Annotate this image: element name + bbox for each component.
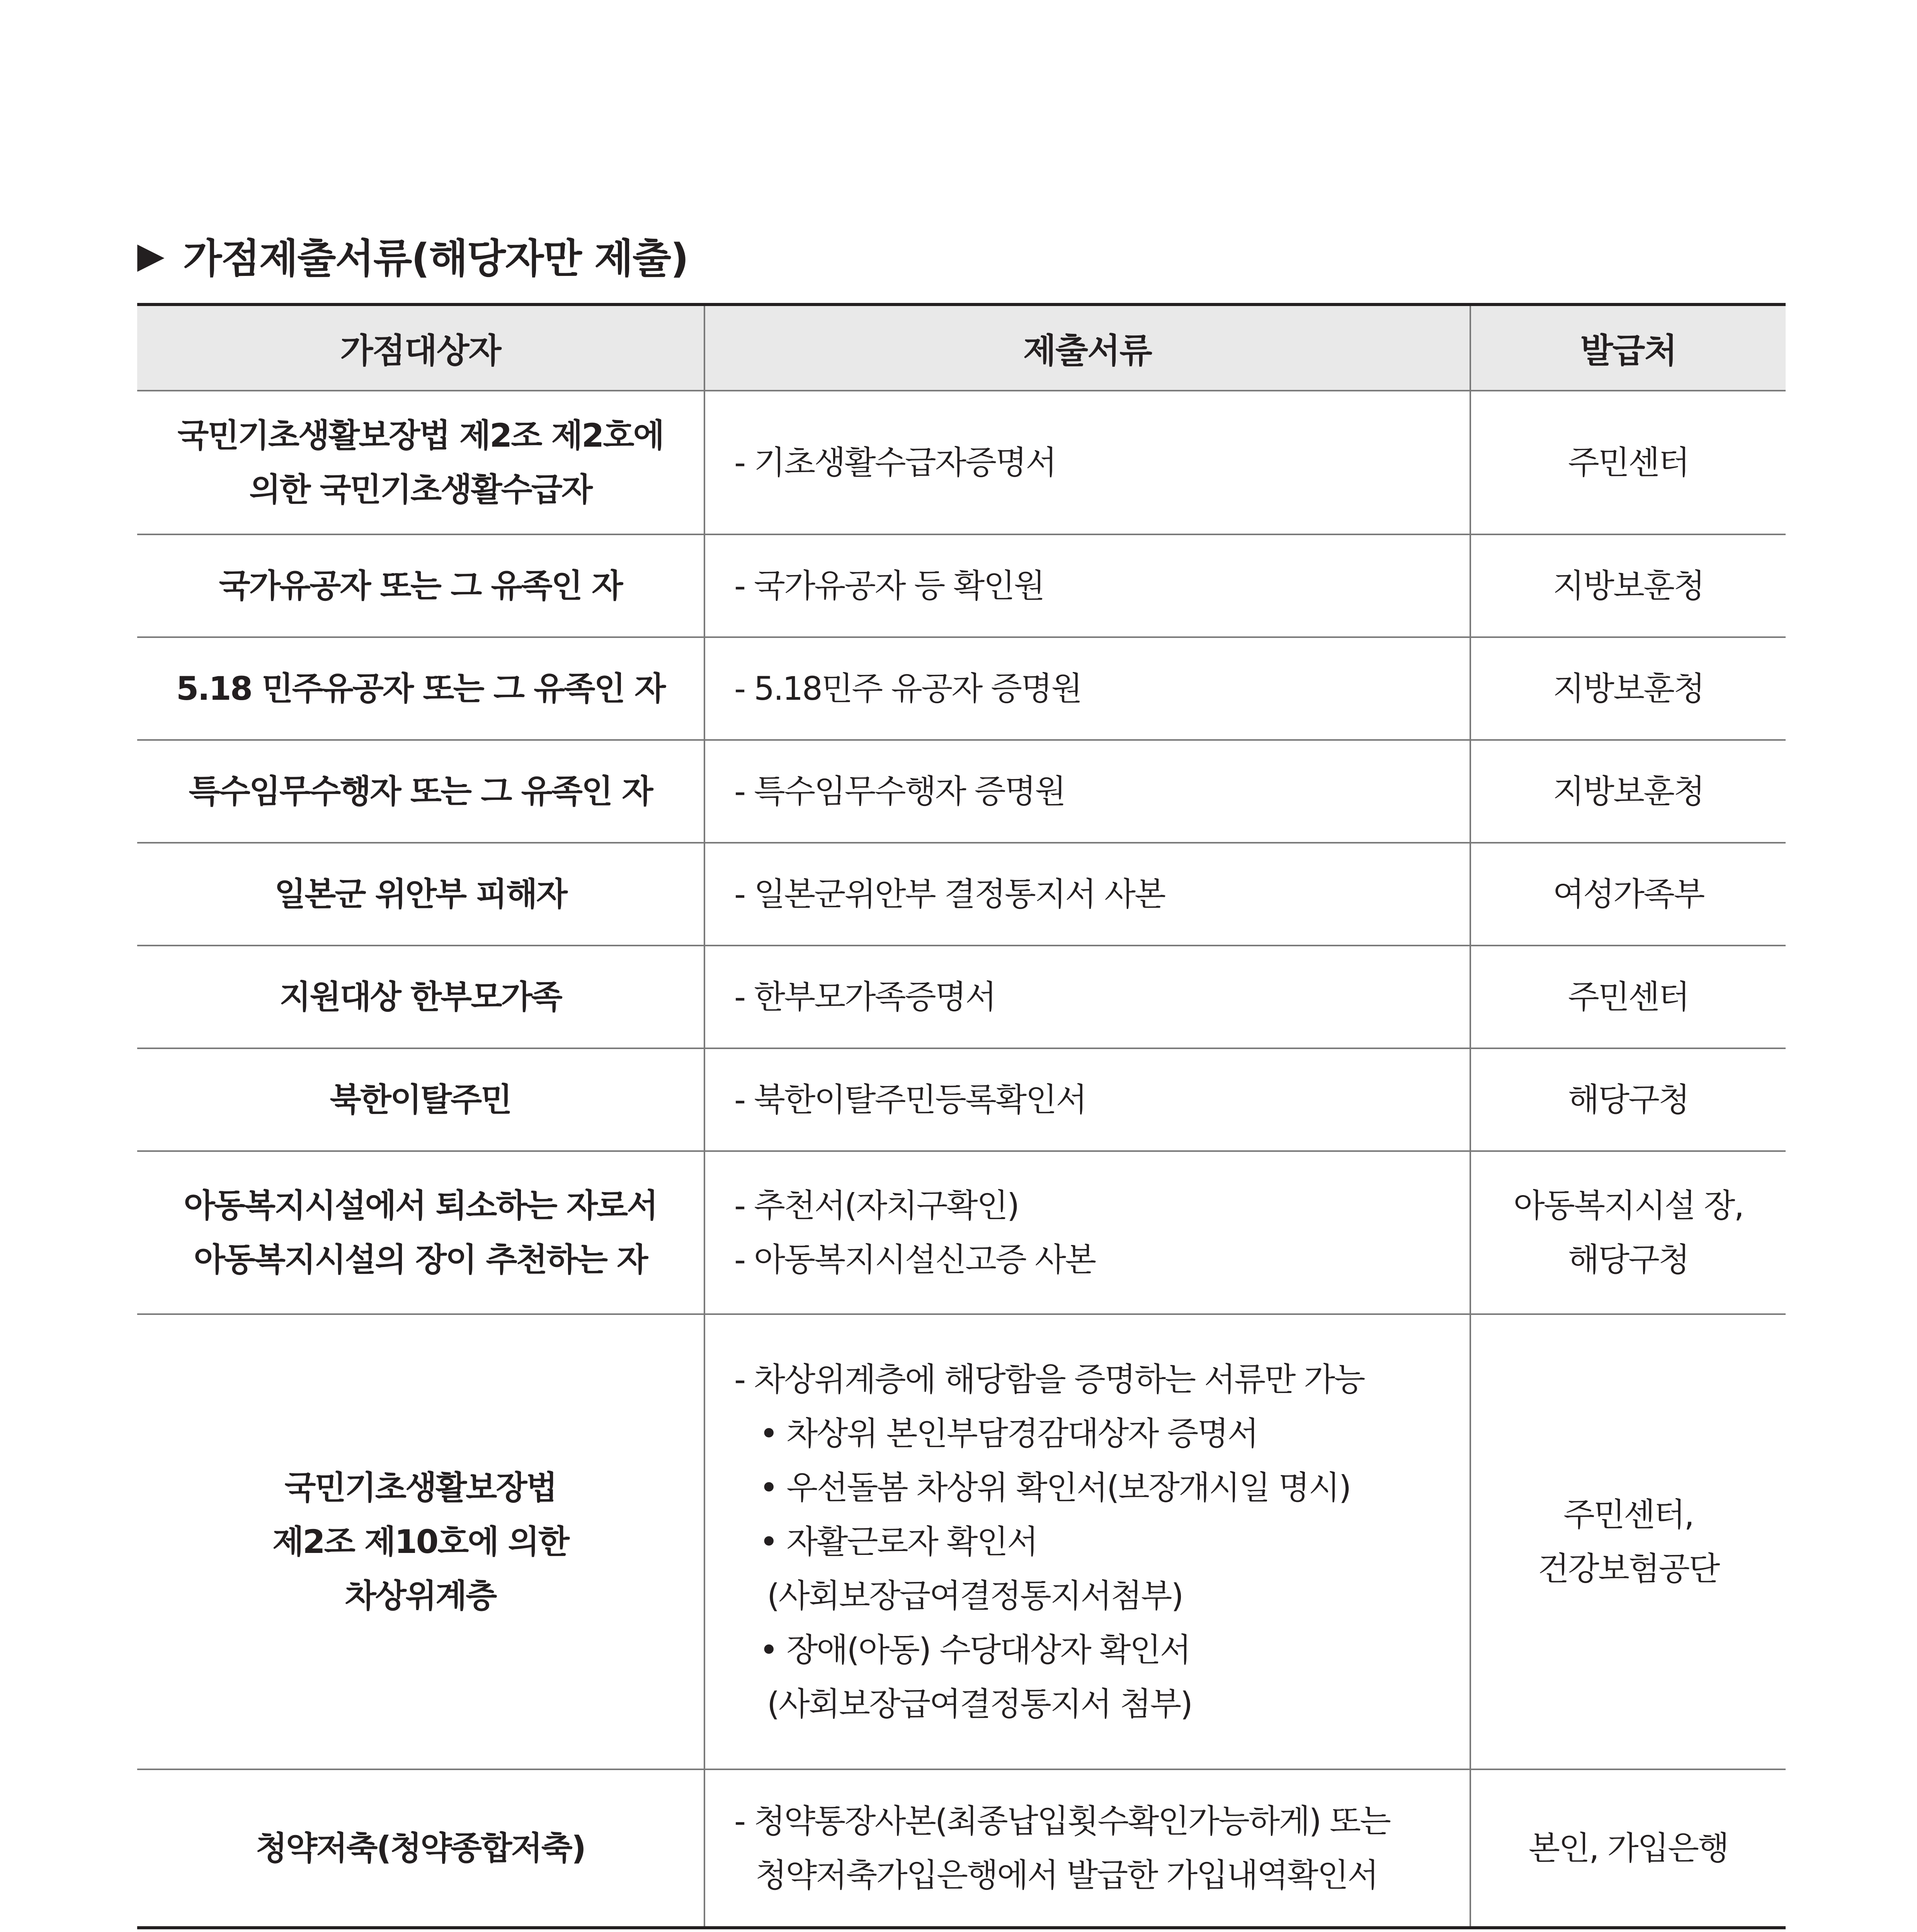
target-line: 국가유공자 또는 그 유족인 자 <box>219 567 622 605</box>
target-line: 아동복지시설에서 퇴소하는 자로서 <box>184 1187 657 1225</box>
section-title <box>137 216 688 294</box>
document-line: - 일본군위안부 결정통지서 사본 <box>734 875 1165 913</box>
issuer-line: 해당구청 <box>1568 1081 1689 1119</box>
row-documents <box>704 534 1470 637</box>
table-row <box>137 1769 1786 1928</box>
row-issuer <box>1470 1769 1786 1928</box>
table-row <box>137 1048 1786 1151</box>
document-line: - 아동복지시설신고증 사본 <box>734 1241 1095 1279</box>
row-target <box>137 1048 704 1151</box>
row-issuer <box>1470 843 1786 946</box>
row-issuer <box>1470 637 1786 740</box>
target-line: 일본군 위안부 피해자 <box>274 875 566 913</box>
row-issuer <box>1470 391 1786 534</box>
target-line: 차상위계층 <box>345 1577 496 1615</box>
issuer-line: 주민센터, <box>1563 1496 1694 1534</box>
table-row <box>137 1151 1786 1314</box>
document-line: - 특수임무수행자 증명원 <box>734 772 1065 810</box>
issuer-line: 지방보훈청 <box>1553 772 1704 810</box>
document-line: • 우선돌봄 차상위 확인서(보장개시일 명시) <box>759 1469 1351 1507</box>
row-issuer <box>1470 1314 1786 1769</box>
document-line: - 국가유공자 등 확인원 <box>734 567 1044 605</box>
target-line: 5.18 민주유공자 또는 그 유족인 자 <box>176 670 665 707</box>
table-row <box>137 946 1786 1048</box>
issuer-line: 지방보훈청 <box>1553 670 1704 707</box>
row-target <box>137 391 704 534</box>
row-documents <box>704 391 1470 534</box>
row-documents <box>704 1048 1470 1151</box>
table-row <box>137 534 1786 637</box>
row-issuer <box>1470 1151 1786 1314</box>
row-documents <box>704 946 1470 1048</box>
issuer-line: 아동복지시설 장, <box>1513 1187 1744 1225</box>
row-documents <box>704 637 1470 740</box>
section-title-text: 가점제출서류(해당자만 제출) <box>183 235 688 282</box>
row-issuer <box>1470 534 1786 637</box>
table-row <box>137 843 1786 946</box>
target-line: 국민기초생활보장법 <box>284 1469 556 1507</box>
row-target <box>137 534 704 637</box>
row-documents <box>704 740 1470 843</box>
row-documents <box>704 1314 1470 1769</box>
row-target <box>137 946 704 1048</box>
row-target <box>137 740 704 843</box>
header-issuer: 발급처 <box>1470 304 1786 391</box>
triangle-bullet-icon: ▶ <box>137 234 164 276</box>
table-row <box>137 740 1786 843</box>
target-line: 아동복지시설의 장이 추천하는 자 <box>194 1241 647 1279</box>
header-target: 가점대상자 <box>137 304 704 391</box>
document-line: • 차상위 본인부담경감대상자 증명서 <box>759 1415 1258 1452</box>
issuer-line: 본인, 가입은행 <box>1528 1829 1728 1867</box>
document-line: 청약저축가입은행에서 발급한 가입내역확인서 <box>755 1856 1378 1894</box>
document-line: • 자활근로자 확인서 <box>759 1523 1038 1561</box>
header-documents: 제출서류 <box>704 304 1470 391</box>
bonus-documents-table <box>137 303 1786 1929</box>
issuer-line: 지방보훈청 <box>1553 567 1704 605</box>
row-documents <box>704 1769 1470 1928</box>
document-line: (사회보장급여결정통지서첨부) <box>767 1577 1183 1615</box>
target-line: 의한 국민기초생활수급자 <box>249 471 592 509</box>
row-target <box>137 1769 704 1928</box>
document-line: (사회보장급여결정통지서 첨부) <box>767 1685 1192 1723</box>
row-target <box>137 843 704 946</box>
target-line: 지원대상 한부모가족 <box>279 978 561 1016</box>
row-issuer <box>1470 1048 1786 1151</box>
row-issuer <box>1470 740 1786 843</box>
row-documents <box>704 843 1470 946</box>
issuer-line: 해당구청 <box>1568 1241 1689 1279</box>
target-line: 청약저축(청약종합저축) <box>255 1829 585 1867</box>
target-line: 국민기초생활보장법 제2조 제2호에 <box>177 417 663 454</box>
target-line: 제2조 제10호에 의한 <box>272 1523 568 1561</box>
document-line: - 한부모가족증명서 <box>734 978 996 1016</box>
issuer-line: 주민센터 <box>1568 444 1689 481</box>
document-line: - 추천서(자치구확인) <box>734 1187 1019 1225</box>
target-line: 특수임무수행자 또는 그 유족인 자 <box>189 772 652 810</box>
table-header-row <box>137 304 1786 391</box>
row-target <box>137 637 704 740</box>
row-issuer <box>1470 946 1786 1048</box>
row-target <box>137 1151 704 1314</box>
target-line: 북한이탈주민 <box>330 1081 511 1119</box>
table-row <box>137 1314 1786 1769</box>
issuer-line: 건강보험공단 <box>1538 1550 1719 1588</box>
table-row <box>137 637 1786 740</box>
document-line: - 5.18민주 유공자 증명원 <box>734 670 1082 707</box>
issuer-line: 주민센터 <box>1568 978 1689 1016</box>
issuer-line: 여성가족부 <box>1553 875 1704 913</box>
document-line: - 차상위계층에 해당함을 증명하는 서류만 가능 <box>734 1361 1364 1398</box>
document-line: • 장애(아동) 수당대상자 확인서 <box>759 1631 1190 1669</box>
document-line: - 청약통장사본(최종납입횟수확인가능하게) 또는 <box>734 1802 1390 1840</box>
row-documents <box>704 1151 1470 1314</box>
table-row <box>137 391 1786 534</box>
document-line: - 북한이탈주민등록확인서 <box>734 1081 1086 1119</box>
row-target <box>137 1314 704 1769</box>
document-line: - 기초생활수급자증명서 <box>734 444 1056 481</box>
